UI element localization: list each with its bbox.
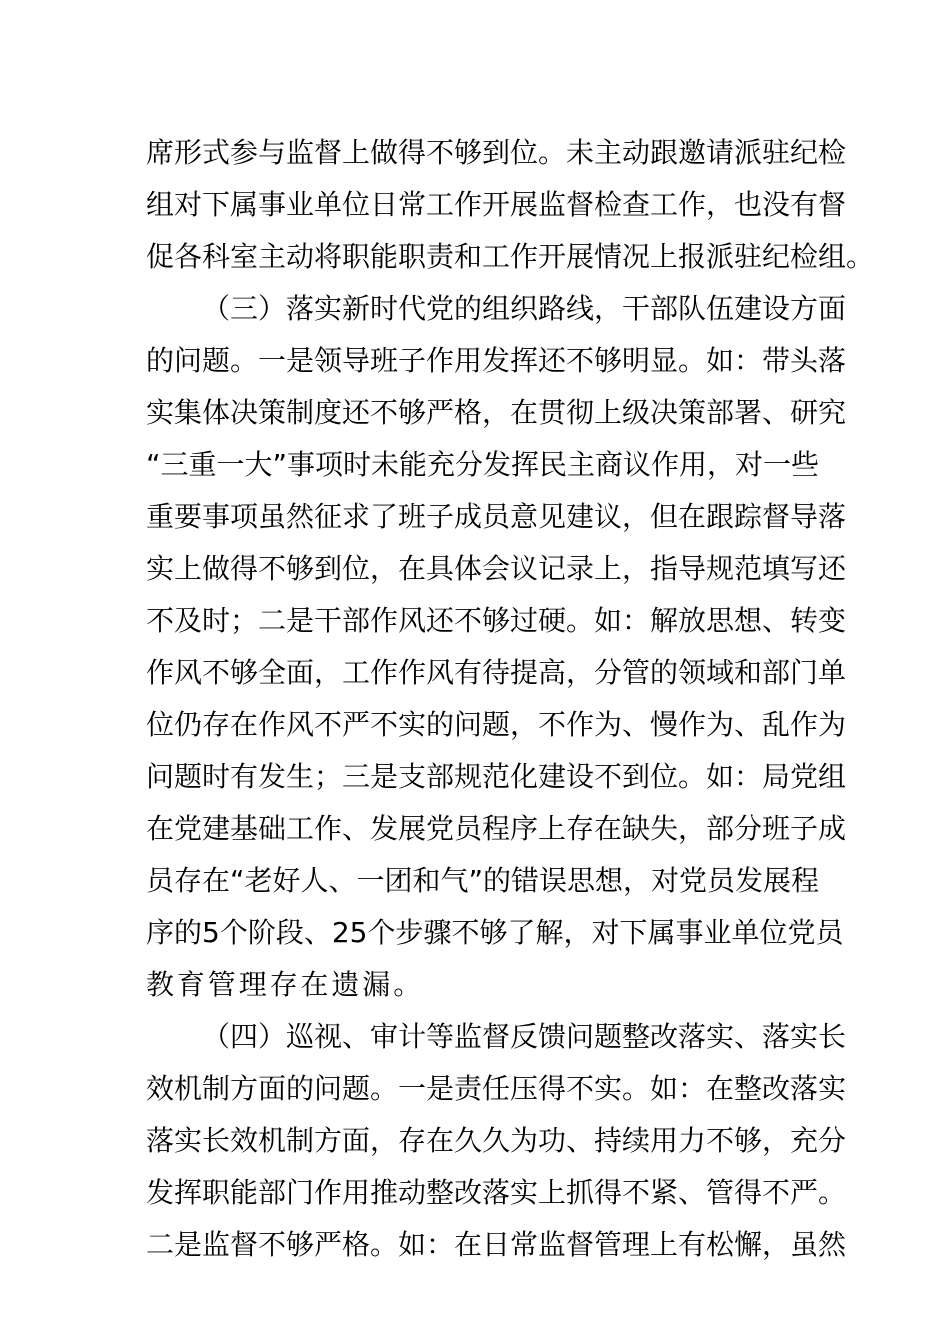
paragraph-line: 位仍存在作风不严不实的问题，不作为、慢作为、乱作为 bbox=[146, 708, 847, 741]
paragraph-line: 落实长效机制方面，存在久久为功、持续用力不够，充分 bbox=[146, 1124, 847, 1157]
paragraph-line: 发挥职能部门作用推动整改落实上抓得不紧、管得不严。 bbox=[146, 1176, 847, 1209]
paragraph-line: 促各科室主动将职能职责和工作开展情况上报派驻纪检组。 bbox=[146, 240, 875, 273]
paragraph-line: 在党建基础工作、发展党员程序上存在缺失，部分班子成 bbox=[146, 812, 847, 845]
section-heading-line: （三）落实新时代党的组织路线，干部队伍建设方面 bbox=[202, 292, 847, 325]
section-heading-line: （四）巡视、审计等监督反馈问题整改落实、落实长 bbox=[202, 1020, 847, 1053]
paragraph-line: 序的5个阶段、25个步骤不够了解，对下属事业单位党员 bbox=[146, 916, 844, 949]
paragraph-line: 实上做得不够到位，在具体会议记录上，指导规范填写还 bbox=[146, 552, 847, 585]
paragraph-line: 问题时有发生；三是支部规范化建设不到位。如：局党组 bbox=[146, 760, 847, 793]
paragraph-line: 组对下属事业单位日常工作开展监督检查工作，也没有督 bbox=[146, 188, 847, 221]
paragraph-line: 不及时；二是干部作风还不够过硬。如：解放思想、转变 bbox=[146, 604, 847, 637]
paragraph-line: 员存在“老好人、一团和气”的错误思想，对党员发展程 bbox=[146, 864, 820, 897]
paragraph-line: 二是监督不够严格。如：在日常监督管理上有松懈，虽然 bbox=[146, 1228, 847, 1261]
paragraph-line: “三重一大”事项时未能充分发挥民主商议作用，对一些 bbox=[146, 448, 820, 481]
paragraph-line: 席形式参与监督上做得不够到位。未主动跟邀请派驻纪检 bbox=[146, 136, 847, 169]
paragraph-line: 作风不够全面，工作作风有待提高，分管的领域和部门单 bbox=[146, 656, 847, 689]
paragraph-line: 教育管理存在遗漏。 bbox=[146, 968, 425, 1001]
paragraph-line: 重要事项虽然征求了班子成员意见建议，但在跟踪督导落 bbox=[146, 500, 847, 533]
paragraph-line: 实集体决策制度还不够严格，在贯彻上级决策部署、研究 bbox=[146, 396, 847, 429]
paragraph-line: 效机制方面的问题。一是责任压得不实。如：在整改落实 bbox=[146, 1072, 847, 1105]
paragraph-line: 的问题。一是领导班子作用发挥还不够明显。如：带头落 bbox=[146, 344, 847, 377]
